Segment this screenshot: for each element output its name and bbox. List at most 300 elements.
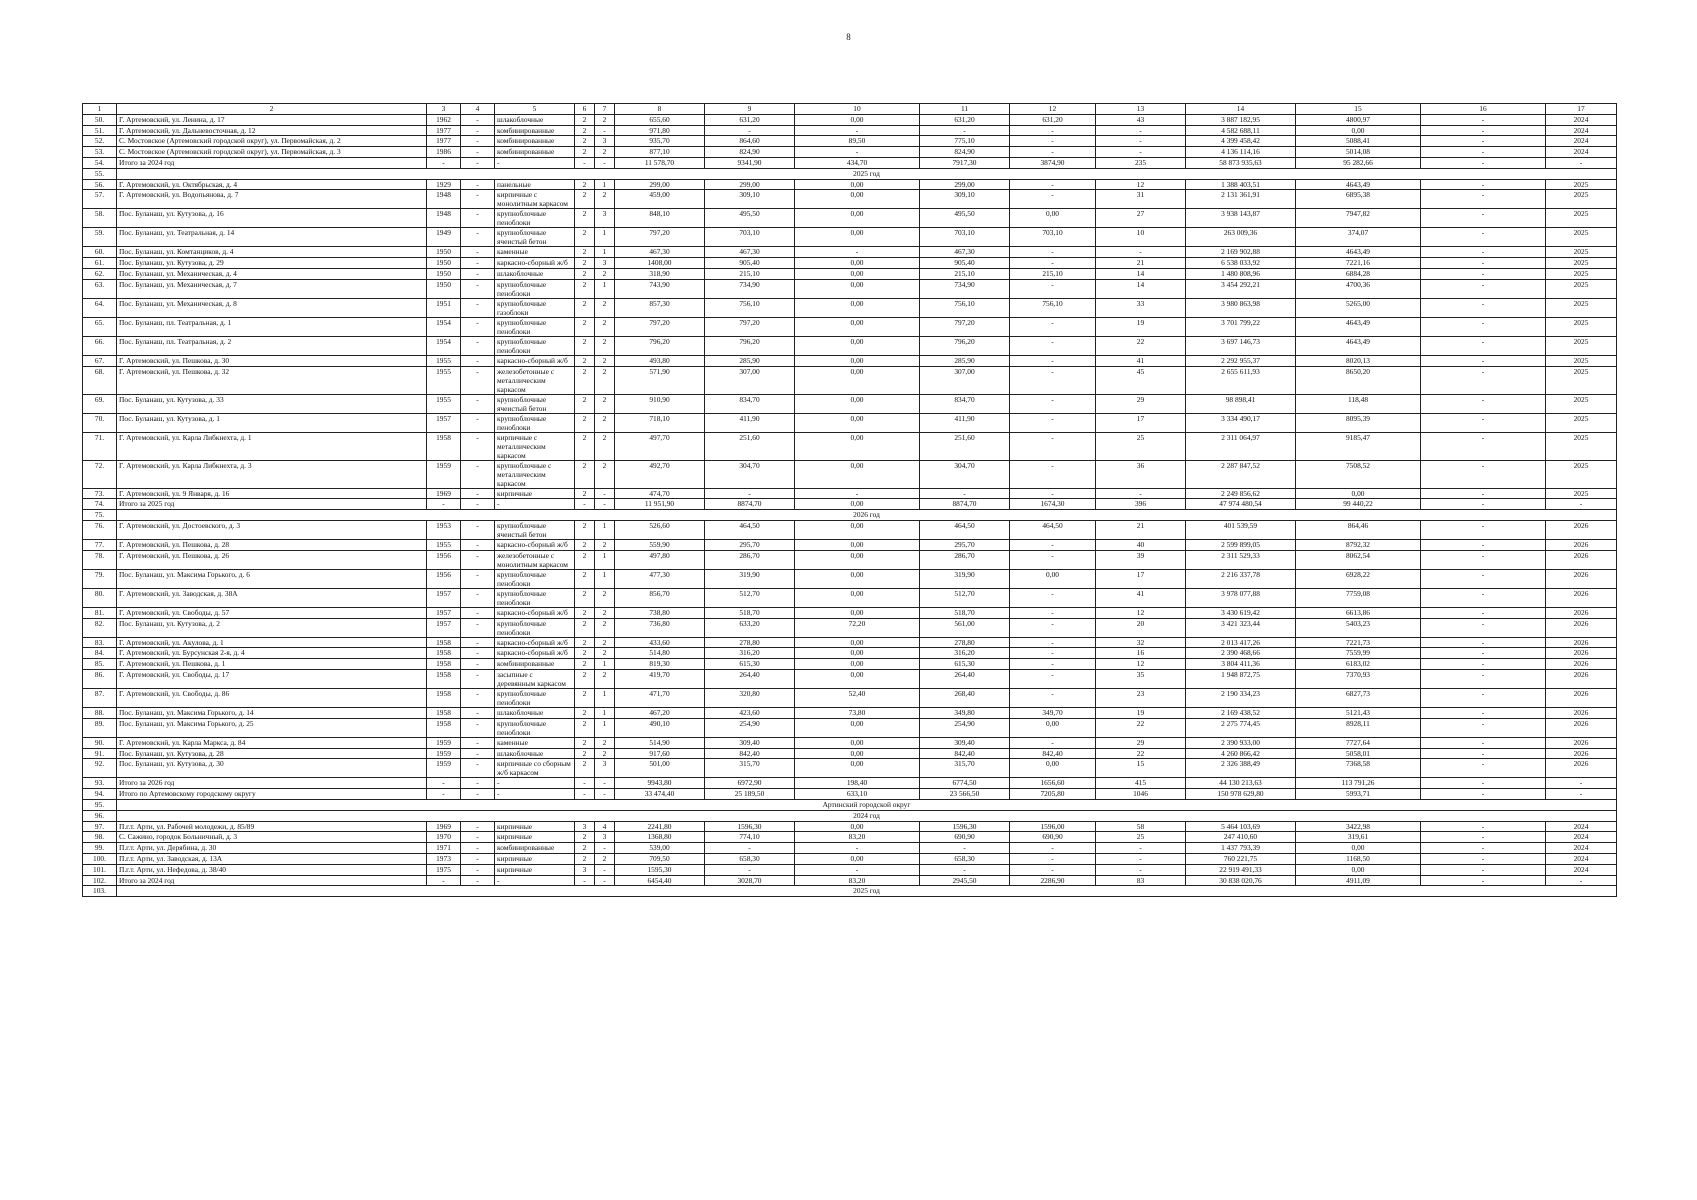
table-cell: 5014,08: [1296, 147, 1421, 158]
row-number: 70.: [83, 413, 117, 432]
table-cell: -: [1010, 413, 1096, 432]
table-cell: 0,00: [795, 298, 920, 317]
table-cell: 2024: [1546, 832, 1617, 843]
table-cell: 796,20: [705, 336, 795, 355]
table-cell: 0,00: [795, 394, 920, 413]
table-cell: 251,60: [920, 432, 1010, 460]
table-cell: -: [1010, 247, 1096, 258]
table-cell: 493,80: [615, 355, 705, 366]
table-cell: -: [595, 488, 615, 499]
table-cell: 2: [575, 832, 595, 843]
table-cell: 910,90: [615, 394, 705, 413]
table-cell: 25 189,50: [705, 789, 795, 800]
table-cell: Пос. Буланаш, ул. Театральная, д. 14: [117, 228, 427, 247]
table-cell: 5058,01: [1296, 748, 1421, 759]
table-cell: кирпичные: [495, 488, 575, 499]
table-cell: 2026: [1546, 718, 1617, 737]
table-cell: -: [1421, 637, 1546, 648]
table-cell: -: [1421, 718, 1546, 737]
table-cell: 3 887 182,95: [1186, 114, 1296, 125]
table-cell: 0,00: [795, 520, 920, 539]
table-cell: -: [1421, 864, 1546, 875]
table-cell: 36: [1096, 460, 1186, 488]
table-cell: 497,70: [615, 432, 705, 460]
table-cell: -: [461, 114, 495, 125]
table-cell: 2 292 955,37: [1186, 355, 1296, 366]
table-row: [83, 832, 1617, 843]
table-cell: Г. Артемовский, ул. Карла Маркса, д. 84: [117, 737, 427, 748]
table-cell: -: [495, 499, 575, 510]
table-row: [83, 718, 1617, 737]
table-cell: 2: [575, 460, 595, 488]
row-number: 51.: [83, 125, 117, 136]
header-cell: 1: [83, 104, 117, 115]
table-cell: Пос. Буланаш, ул. Механическая, д. 4: [117, 268, 427, 279]
table-cell: 6884,28: [1296, 268, 1421, 279]
table-cell: 834,70: [920, 394, 1010, 413]
table-cell: 52,40: [795, 688, 920, 707]
table-cell: 278,80: [705, 637, 795, 648]
table-cell: -: [461, 618, 495, 637]
table-cell: 2: [595, 748, 615, 759]
table-cell: 6 538 033,92: [1186, 258, 1296, 269]
table-cell: 464,50: [920, 520, 1010, 539]
table-cell: -: [1010, 864, 1096, 875]
table-row: [83, 748, 1617, 759]
table-row: [83, 394, 1617, 413]
table-cell: 1: [595, 707, 615, 718]
table-cell: 459,00: [615, 190, 705, 209]
table-cell: 0,00: [795, 737, 920, 748]
table-cell: -: [1421, 778, 1546, 789]
table-cell: 0,00: [795, 190, 920, 209]
table-cell: 2025: [1546, 394, 1617, 413]
table-cell: 0,00: [795, 258, 920, 269]
table-cell: 1969: [427, 488, 461, 499]
table-cell: 2026: [1546, 707, 1617, 718]
table-cell: 1957: [427, 618, 461, 637]
table-cell: 5121,43: [1296, 707, 1421, 718]
table-cell: Г. Артемовский, ул. Пешкова, д. 32: [117, 366, 427, 394]
table-cell: -: [1421, 366, 1546, 394]
table-cell: 3: [575, 864, 595, 875]
table-cell: 4800,97: [1296, 114, 1421, 125]
row-number: 91.: [83, 748, 117, 759]
table-cell: 2026: [1546, 588, 1617, 607]
row-number: 99.: [83, 843, 117, 854]
table-cell: -: [1010, 366, 1096, 394]
table-cell: 6928,22: [1296, 569, 1421, 588]
table-cell: 495,50: [920, 209, 1010, 228]
table-cell: 467,20: [615, 707, 705, 718]
table-cell: 864,60: [705, 136, 795, 147]
table-cell: крупноблочные пеноблоки: [495, 413, 575, 432]
table-cell: 1046: [1096, 789, 1186, 800]
table-cell: -: [1421, 136, 1546, 147]
table-cell: 4: [595, 821, 615, 832]
table-row: [83, 843, 1617, 854]
table-cell: 349,70: [1010, 707, 1096, 718]
table-cell: -: [1421, 853, 1546, 864]
table-cell: 12: [1096, 659, 1186, 670]
table-cell: 490,10: [615, 718, 705, 737]
header-cell: 4: [461, 104, 495, 115]
table-cell: 797,20: [615, 317, 705, 336]
table-cell: 309,40: [920, 737, 1010, 748]
table-row: [83, 298, 1617, 317]
table-cell: 22: [1096, 336, 1186, 355]
table-cell: 2 216 337,78: [1186, 569, 1296, 588]
table-cell: Г. Артемовский, ул. 9 Января, д. 16: [117, 488, 427, 499]
table-cell: 35: [1096, 669, 1186, 688]
table-row: [83, 499, 1617, 510]
table-cell: 2: [595, 618, 615, 637]
table-row: [83, 539, 1617, 550]
table-cell: 1596,30: [705, 821, 795, 832]
table-cell: 658,30: [705, 853, 795, 864]
table-cell: 4 399 458,42: [1186, 136, 1296, 147]
table-cell: 1: [595, 659, 615, 670]
table-cell: шлакоблочные: [495, 707, 575, 718]
table-cell: -: [495, 789, 575, 800]
table-cell: кирпичные: [495, 832, 575, 843]
table-cell: 2: [595, 737, 615, 748]
table-cell: -: [1010, 279, 1096, 298]
table-cell: каркасно-сборный ж/б: [495, 258, 575, 269]
section-row: [83, 886, 1617, 897]
table-cell: 2: [575, 179, 595, 190]
table-cell: каркасно-сборный ж/б: [495, 355, 575, 366]
table-cell: 633,20: [705, 618, 795, 637]
table-cell: 3 938 143,87: [1186, 209, 1296, 228]
table-cell: 41: [1096, 588, 1186, 607]
table-cell: комбинированные: [495, 659, 575, 670]
table-row: [83, 648, 1617, 659]
table-cell: -: [1421, 179, 1546, 190]
table-cell: -: [705, 864, 795, 875]
table-cell: -: [461, 355, 495, 366]
table-cell: С. Сажино, городок Больничный, д. 3: [117, 832, 427, 843]
row-number: 60.: [83, 247, 117, 258]
table-cell: 0,00: [795, 821, 920, 832]
table-cell: 3: [595, 209, 615, 228]
table-cell: 571,90: [615, 366, 705, 394]
table-cell: 797,20: [615, 228, 705, 247]
table-cell: 4 136 114,16: [1186, 147, 1296, 158]
table-cell: 0,00: [1010, 209, 1096, 228]
table-cell: шлакоблочные: [495, 268, 575, 279]
table-cell: 2: [575, 688, 595, 707]
table-cell: 824,90: [705, 147, 795, 158]
table-cell: 2025: [1546, 179, 1617, 190]
table-cell: 2025: [1546, 247, 1617, 258]
table-cell: -: [1010, 460, 1096, 488]
table-cell: -: [461, 413, 495, 432]
table-cell: -: [461, 707, 495, 718]
table-cell: 4643,49: [1296, 336, 1421, 355]
table-cell: 775,10: [920, 136, 1010, 147]
table-cell: П.г.т. Арти, ул. Нефедова, д. 38/40: [117, 864, 427, 875]
table-cell: 0,00: [795, 114, 920, 125]
table-cell: -: [1421, 588, 1546, 607]
table-cell: 709,50: [615, 853, 705, 864]
table-cell: 2: [595, 366, 615, 394]
table-cell: каркасно-сборный ж/б: [495, 637, 575, 648]
table-cell: 2: [575, 366, 595, 394]
table-cell: 2: [575, 853, 595, 864]
table-cell: -: [461, 394, 495, 413]
table-cell: -: [427, 157, 461, 168]
table-cell: 319,61: [1296, 832, 1421, 843]
table-cell: Пос. Буланаш, ул. Кутузова, д. 33: [117, 394, 427, 413]
table-cell: -: [1546, 875, 1617, 886]
table-cell: 756,10: [920, 298, 1010, 317]
table-cell: 299,00: [705, 179, 795, 190]
row-number: 102.: [83, 875, 117, 886]
table-cell: 905,40: [920, 258, 1010, 269]
table-cell: 263 009,36: [1186, 228, 1296, 247]
table-cell: Г. Артемовский, ул. Пешкова, д. 1: [117, 659, 427, 670]
table-cell: 856,70: [615, 588, 705, 607]
table-cell: 29: [1096, 737, 1186, 748]
table-cell: 2: [575, 355, 595, 366]
table-cell: 17: [1096, 569, 1186, 588]
table-cell: 33 474,40: [615, 789, 705, 800]
table-cell: 0,00: [1296, 843, 1421, 854]
table-cell: 467,30: [920, 247, 1010, 258]
table-cell: Итого за 2026 год: [117, 778, 427, 789]
table-cell: Г. Артемовский, ул. Водопьянова, д. 7: [117, 190, 427, 209]
table-cell: 8874,70: [705, 499, 795, 510]
table-cell: 32: [1096, 637, 1186, 648]
table-cell: -: [461, 821, 495, 832]
table-cell: 2286,90: [1010, 875, 1096, 886]
table-cell: 1956: [427, 569, 461, 588]
table-cell: 14: [1096, 279, 1186, 298]
table-cell: -: [705, 125, 795, 136]
row-number: 82.: [83, 618, 117, 637]
table-cell: -: [1421, 832, 1546, 843]
table-cell: 44 130 213,63: [1186, 778, 1296, 789]
table-cell: -: [461, 843, 495, 854]
table-cell: -: [595, 499, 615, 510]
row-number: 76.: [83, 520, 117, 539]
table-cell: -: [795, 843, 920, 854]
table-cell: 2: [595, 460, 615, 488]
table-cell: -: [920, 488, 1010, 499]
table-cell: 95 282,66: [1296, 157, 1421, 168]
table-cell: Пос. Буланаш, ул. Комтанциков, д. 4: [117, 247, 427, 258]
header-cell: 13: [1096, 104, 1186, 115]
table-row: [83, 864, 1617, 875]
table-cell: 877,10: [615, 147, 705, 158]
table-cell: -: [1096, 147, 1186, 158]
table-cell: 1970: [427, 832, 461, 843]
table-cell: -: [595, 789, 615, 800]
row-number: 72.: [83, 460, 117, 488]
header-cell: 14: [1186, 104, 1296, 115]
table-cell: 33: [1096, 298, 1186, 317]
table-cell: 6613,86: [1296, 607, 1421, 618]
table-cell: 19: [1096, 317, 1186, 336]
table-row: [83, 520, 1617, 539]
row-number: 74.: [83, 499, 117, 510]
table-cell: 2 326 388,49: [1186, 759, 1296, 778]
table-cell: 3 804 411,36: [1186, 659, 1296, 670]
table-cell: 1950: [427, 247, 461, 258]
table-cell: 1: [595, 247, 615, 258]
table-cell: 7368,58: [1296, 759, 1421, 778]
row-number: 58.: [83, 209, 117, 228]
table-cell: -: [1010, 125, 1096, 136]
table-cell: 3: [595, 759, 615, 778]
table-row: [83, 209, 1617, 228]
table-cell: 864,46: [1296, 520, 1421, 539]
table-cell: 2025: [1546, 268, 1617, 279]
row-number: 90.: [83, 737, 117, 748]
table-cell: 0,00: [1010, 569, 1096, 588]
table-cell: 315,70: [705, 759, 795, 778]
table-cell: -: [427, 778, 461, 789]
table-cell: 1959: [427, 748, 461, 759]
table-cell: -: [1421, 268, 1546, 279]
table-cell: 1955: [427, 355, 461, 366]
table-cell: 539,00: [615, 843, 705, 854]
table-cell: 6827,73: [1296, 688, 1421, 707]
table-cell: 5 464 103,69: [1186, 821, 1296, 832]
table-cell: 0,00: [1010, 759, 1096, 778]
table-cell: -: [795, 864, 920, 875]
table-cell: -: [1010, 737, 1096, 748]
table-cell: крупноблочные пеноблоки: [495, 569, 575, 588]
table-cell: 3: [575, 821, 595, 832]
table-row: [83, 488, 1617, 499]
table-cell: 0,00: [795, 669, 920, 688]
header-cell: 11: [920, 104, 1010, 115]
table-cell: -: [1421, 157, 1546, 168]
header-cell: 6: [575, 104, 595, 115]
table-cell: 2: [575, 588, 595, 607]
table-cell: 89,50: [795, 136, 920, 147]
table-cell: комбинированные: [495, 147, 575, 158]
table-cell: 309,10: [920, 190, 1010, 209]
table-cell: -: [1421, 875, 1546, 886]
table-cell: 7370,93: [1296, 669, 1421, 688]
table-cell: 0,00: [795, 366, 920, 394]
table-cell: -: [461, 499, 495, 510]
table-cell: -: [461, 147, 495, 158]
table-cell: 4700,36: [1296, 279, 1421, 298]
table-cell: 0,00: [795, 718, 920, 737]
table-cell: -: [1010, 607, 1096, 618]
table-cell: -: [1421, 843, 1546, 854]
table-cell: 2: [595, 432, 615, 460]
table-cell: 1959: [427, 759, 461, 778]
table-cell: 2: [595, 355, 615, 366]
table-row: [83, 669, 1617, 688]
table-cell: 8874,70: [920, 499, 1010, 510]
table-cell: 2: [575, 569, 595, 588]
table-cell: -: [461, 279, 495, 298]
table-cell: -: [461, 366, 495, 394]
table-cell: 3 980 863,98: [1186, 298, 1296, 317]
table-cell: 7759,08: [1296, 588, 1421, 607]
table-row: [83, 460, 1617, 488]
table-row: [83, 336, 1617, 355]
table-cell: 3 454 292,21: [1186, 279, 1296, 298]
table-cell: -: [461, 157, 495, 168]
table-cell: 0,00: [795, 268, 920, 279]
table-cell: каркасно-сборный ж/б: [495, 539, 575, 550]
table-cell: -: [461, 688, 495, 707]
table-cell: 0,00: [795, 637, 920, 648]
table-cell: 411,90: [920, 413, 1010, 432]
table-cell: 8792,32: [1296, 539, 1421, 550]
table-cell: 2 169 438,52: [1186, 707, 1296, 718]
table-cell: 1948: [427, 209, 461, 228]
table-cell: 0,00: [795, 588, 920, 607]
table-cell: 842,40: [1010, 748, 1096, 759]
row-number: 63.: [83, 279, 117, 298]
table-cell: -: [1096, 247, 1186, 258]
table-cell: 2: [595, 648, 615, 659]
table-cell: 1958: [427, 659, 461, 670]
table-cell: -: [1010, 317, 1096, 336]
table-cell: 1954: [427, 336, 461, 355]
table-cell: 17: [1096, 413, 1186, 432]
table-cell: 286,70: [920, 550, 1010, 569]
table-cell: -: [1421, 298, 1546, 317]
table-cell: 1973: [427, 853, 461, 864]
table-cell: 299,00: [615, 179, 705, 190]
table-cell: -: [1421, 688, 1546, 707]
table-cell: 1596,30: [920, 821, 1010, 832]
row-number: 92.: [83, 759, 117, 778]
table-cell: 3 697 146,73: [1186, 336, 1296, 355]
table-cell: 2024: [1546, 853, 1617, 864]
table-cell: 2026: [1546, 669, 1617, 688]
table-cell: 2 599 899,05: [1186, 539, 1296, 550]
table-cell: -: [595, 125, 615, 136]
table-cell: 655,60: [615, 114, 705, 125]
section-row: [83, 510, 1617, 521]
section-title: Артинский городской округ: [117, 799, 1617, 810]
table-cell: -: [1421, 147, 1546, 158]
table-row: [83, 607, 1617, 618]
row-number: 95.: [83, 799, 117, 810]
table-cell: Пос. Буланаш, ул. Механическая, д. 8: [117, 298, 427, 317]
table-cell: -: [1010, 853, 1096, 864]
table-cell: -: [461, 759, 495, 778]
table-cell: 1959: [427, 737, 461, 748]
row-number: 94.: [83, 789, 117, 800]
table-cell: 1958: [427, 432, 461, 460]
table-cell: 4 260 866,42: [1186, 748, 1296, 759]
table-cell: 316,20: [705, 648, 795, 659]
table-cell: -: [461, 737, 495, 748]
table-cell: 0,00: [795, 179, 920, 190]
table-cell: 30 838 020,76: [1186, 875, 1296, 886]
table-cell: 703,10: [705, 228, 795, 247]
table-cell: 501,00: [615, 759, 705, 778]
table-cell: 2: [575, 488, 595, 499]
table-cell: 2 131 361,91: [1186, 190, 1296, 209]
table-cell: 7221,73: [1296, 637, 1421, 648]
row-number: 61.: [83, 258, 117, 269]
table-cell: 39: [1096, 550, 1186, 569]
header-cell: 5: [495, 104, 575, 115]
table-cell: 464,50: [705, 520, 795, 539]
